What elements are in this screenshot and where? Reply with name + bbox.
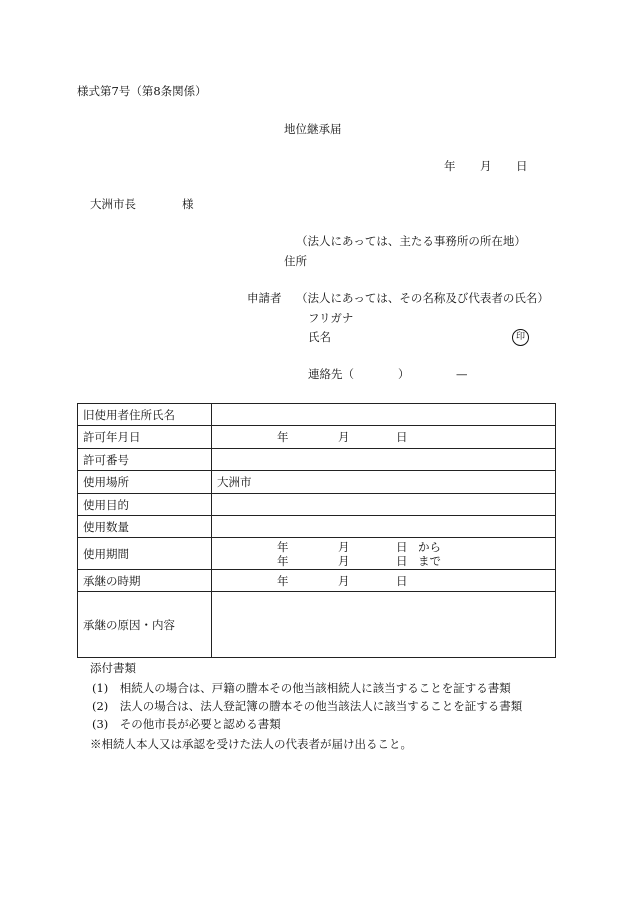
table-row bbox=[78, 570, 556, 592]
honorific: 様 bbox=[182, 197, 194, 211]
period-from-day: 日 bbox=[396, 540, 408, 554]
period-to-month: 月 bbox=[338, 554, 350, 568]
table-row bbox=[78, 404, 556, 426]
period-to-year: 年 bbox=[277, 554, 289, 568]
attachment-item: (1) 相続人の場合は、戸籍の謄本その他当該相続人に該当することを証する書類 bbox=[92, 681, 511, 695]
address-note: （法人にあっては、主たる事務所の所在地） bbox=[296, 234, 526, 248]
attachments-heading: 添付書類 bbox=[90, 661, 136, 675]
usage-location-field[interactable] bbox=[212, 471, 556, 494]
table-row bbox=[78, 592, 556, 658]
row-label: 承継の時期 bbox=[78, 570, 212, 592]
permit-number-field[interactable] bbox=[212, 449, 556, 471]
contact-close: ） bbox=[398, 367, 410, 381]
row-label: 使用数量 bbox=[78, 516, 212, 538]
period-from-year: 年 bbox=[277, 540, 289, 554]
usage-location-value: 大洲市 bbox=[217, 475, 252, 489]
permit-year: 年 bbox=[277, 430, 289, 444]
date-day: 日 bbox=[516, 159, 528, 173]
name-note: （法人にあっては、その名称及び代表者の氏名） bbox=[296, 291, 549, 305]
succession-month: 月 bbox=[338, 574, 350, 588]
attachment-item: (2) 法人の場合は、法人登記簿の謄本その他当該法人に該当することを証する書類 bbox=[92, 699, 523, 713]
address-label: 住所 bbox=[284, 254, 307, 268]
row-label: 使用期間 bbox=[78, 538, 212, 570]
previous-user-field[interactable] bbox=[212, 404, 556, 426]
date-month: 月 bbox=[480, 159, 492, 173]
table-row bbox=[78, 494, 556, 516]
row-label: 使用目的 bbox=[78, 494, 212, 516]
applicant-label: 申請者 bbox=[247, 291, 282, 305]
period-from-month: 月 bbox=[338, 540, 350, 554]
contact-label: 連絡先（ bbox=[308, 367, 354, 381]
contact-dash: — bbox=[456, 367, 468, 381]
period-from-label: から bbox=[418, 540, 441, 554]
usage-purpose-field[interactable] bbox=[212, 494, 556, 516]
succession-day: 日 bbox=[396, 574, 408, 588]
succession-date-field[interactable] bbox=[212, 570, 556, 592]
submission-note: ※相続人本人又は承認を受けた法人の代表者が届け出ること。 bbox=[90, 737, 412, 751]
permit-day: 日 bbox=[396, 430, 408, 444]
addressee: 大洲市長 bbox=[90, 197, 136, 211]
seal-mark: 印 bbox=[512, 329, 529, 346]
furigana-label: フリガナ bbox=[308, 311, 354, 325]
form-number: 様式第7号（第8条関係） bbox=[77, 84, 207, 98]
form-table bbox=[77, 403, 556, 658]
succession-year: 年 bbox=[277, 574, 289, 588]
row-label: 使用場所 bbox=[78, 471, 212, 494]
row-label: 許可年月日 bbox=[78, 426, 212, 449]
usage-period-field[interactable] bbox=[212, 538, 556, 570]
table-row bbox=[78, 449, 556, 471]
row-label: 旧使用者住所氏名 bbox=[78, 404, 212, 426]
row-label: 許可番号 bbox=[78, 449, 212, 471]
table-row bbox=[78, 426, 556, 449]
document-title: 地位継承届 bbox=[284, 122, 342, 136]
usage-quantity-field[interactable] bbox=[212, 516, 556, 538]
name-label: 氏名 bbox=[308, 330, 331, 344]
succession-reason-field[interactable] bbox=[212, 592, 556, 658]
period-to-day: 日 bbox=[396, 554, 408, 568]
attachment-item: (3) その他市長が必要と認める書類 bbox=[92, 717, 281, 731]
permit-date-field[interactable] bbox=[212, 426, 556, 449]
permit-month: 月 bbox=[338, 430, 350, 444]
table-row bbox=[78, 516, 556, 538]
period-to-label: まで bbox=[418, 554, 441, 568]
table-row bbox=[78, 538, 556, 570]
table-row bbox=[78, 471, 556, 494]
date-year: 年 bbox=[444, 159, 456, 173]
row-label: 承継の原因・内容 bbox=[78, 592, 212, 658]
